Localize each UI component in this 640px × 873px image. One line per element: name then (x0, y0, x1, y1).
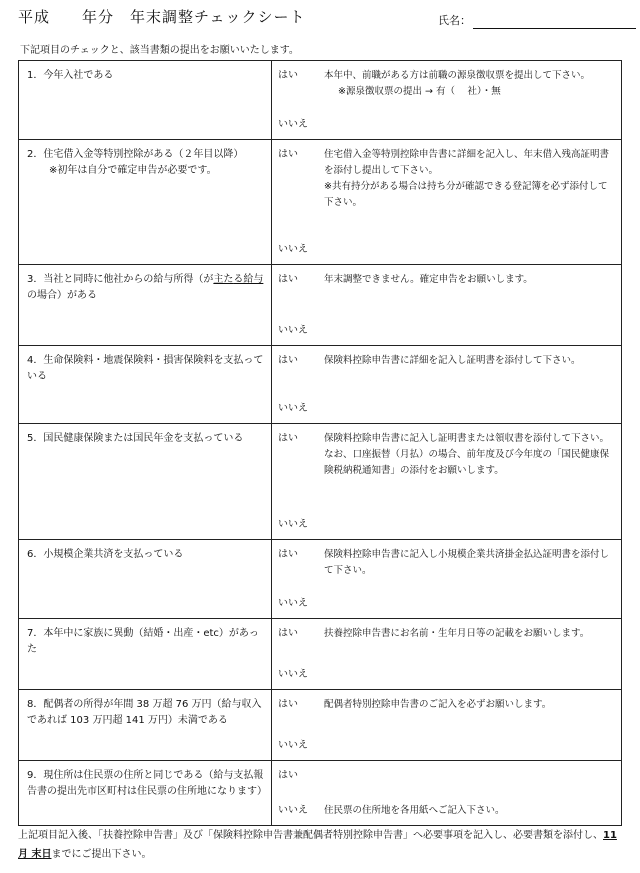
no-instruction: 住民票の住所地を各用紙へご記入下さい。 (324, 805, 505, 816)
deadline: 11 月 末日 (18, 830, 617, 860)
yes-option[interactable]: はい (278, 149, 298, 160)
yes-instruction: 本年中、前職がある方は前職の源泉徴収票を提出して下さい。 (324, 70, 591, 81)
header (18, 6, 626, 34)
question-text: 6．小規模企業共済を支払っている (27, 549, 184, 560)
no-option[interactable]: いいえ (278, 325, 308, 336)
checklist-row (19, 346, 622, 424)
question-text: 9．現住所は住民票の住所と同じである（給与支払報告書の提出先市区町村は住民票の住所地になります） (27, 770, 267, 797)
intro-text: 下記項目のチェックと、該当書類の提出をお願いいたします。 (20, 45, 299, 56)
page-title: 平成 年分 年末調整チェックシート (18, 8, 306, 26)
no-option[interactable]: いいえ (278, 403, 308, 414)
yes-instruction: 年末調整できません。確定申告をお願いします。 (324, 274, 533, 285)
yes-option[interactable]: はい (278, 549, 298, 560)
yes-instruction: 保険料控除申告書に記入し証明書または領収書を添付して下さい。なお、口座振替（月払）の場合、前年度及び今年度の「国民健康保険税納税通知書」の添付をお願いします。 (324, 433, 610, 476)
question-text: 5．国民健康保険または国民年金を支払っている (27, 433, 244, 444)
no-option[interactable]: いいえ (278, 244, 308, 255)
checklist-row (19, 690, 622, 761)
yes-option[interactable]: はい (278, 274, 298, 285)
yes-option[interactable]: はい (278, 628, 298, 639)
checklist-row (19, 140, 622, 265)
yes-option[interactable]: はい (278, 770, 298, 781)
footer-text: 上記項目記入後、「扶養控除申告書」及び「保険料控除申告書兼配偶者特別控除申告書」へ必要事項を記入し、必要書類を添付し、11 月 末日までにご提出下さい。 (18, 830, 617, 860)
checklist-row (19, 761, 622, 826)
name-field[interactable] (473, 28, 636, 29)
no-option[interactable]: いいえ (278, 519, 308, 530)
no-option[interactable]: いいえ (278, 119, 308, 130)
yes-option[interactable]: はい (278, 433, 298, 444)
question-note: ※初年は自分で確定申告が必要です。 (49, 165, 217, 176)
yes-option[interactable]: はい (278, 70, 298, 81)
yes-option[interactable]: はい (278, 699, 298, 710)
no-option[interactable]: いいえ (278, 669, 308, 680)
yes-instruction: 保険料控除申告書に詳細を記入し証明書を添付して下さい。 (324, 355, 581, 366)
checklist-table (18, 60, 622, 826)
question-text: 1．今年入社である (27, 70, 114, 81)
checklist-row (19, 424, 622, 540)
yes-instruction: 配偶者特別控除申告書のご記入を必ずお願いします。 (324, 699, 552, 710)
no-option[interactable]: いいえ (278, 598, 308, 609)
question-text: 3．当社と同時に他社からの給与所得（が主たる給与の場合）がある (27, 274, 264, 301)
checklist-row (19, 619, 622, 690)
checklist-row (19, 540, 622, 619)
no-option[interactable]: いいえ (278, 805, 308, 816)
question-text: 8．配偶者の所得が年間 38 万超 76 万円（給与収入であれば 103 万円超 141 万円）未満である (27, 699, 262, 726)
yes-instruction: 扶養控除申告書にお名前・生年月日等の記載をお願いします。 (324, 628, 590, 639)
no-option[interactable]: いいえ (278, 740, 308, 751)
checklist-row (19, 61, 622, 140)
yes-instruction: 住宅借入金等特別控除申告書に詳細を記入し、年末借入残高証明書を添付し提出して下さい。 (324, 149, 610, 176)
yes-instruction: 保険料控除申告書に記入し小規模企業共済掛金払込証明書を添付して下さい。 (324, 549, 610, 576)
question-text: 7．本年中に家族に異動（結婚・出産・etc）があった (27, 628, 259, 655)
name-label: 氏名： (438, 14, 471, 27)
yes-note: ※共有持分がある場合は持ち分が確認できる登記簿を必ず添付して下さい。 (324, 181, 608, 208)
question-text: 4．生命保険料・地震保険料・損害保険料を支払っている (27, 355, 264, 382)
yes-note: ※源泉徴収票の提出 → 有（ 社）・無 (338, 86, 501, 97)
yes-option[interactable]: はい (278, 355, 298, 366)
checklist-row (19, 265, 622, 346)
question-text: 2．住宅借入金等特別控除がある（２年目以降） (27, 149, 244, 160)
